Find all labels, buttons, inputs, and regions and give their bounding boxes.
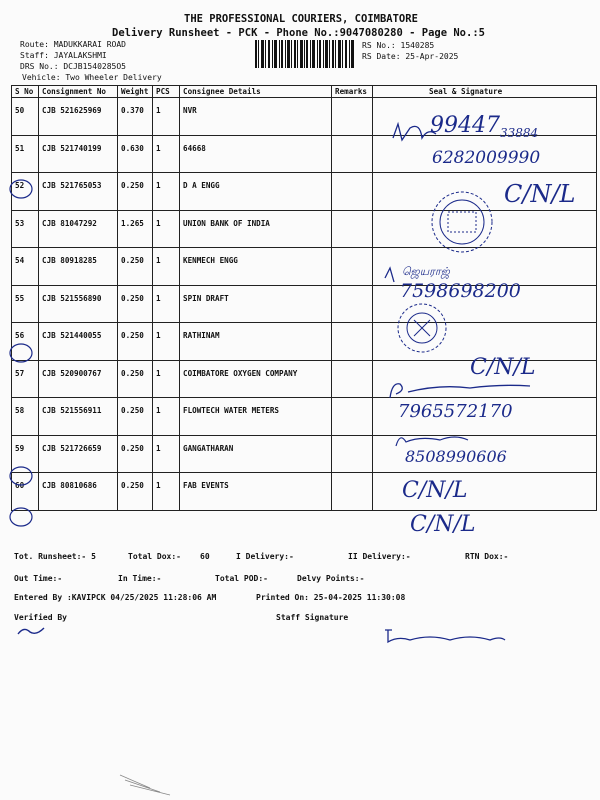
cell-consignment: CJB 81047292 (39, 210, 118, 248)
total-dox-label: Total Dox:- (128, 552, 181, 561)
cell-consignment: CJB 521440055 (39, 323, 118, 361)
scan-artifact (120, 775, 170, 795)
cell-consignee: KENMECH ENGG (180, 248, 332, 286)
cell-pcs: 1 (153, 323, 180, 361)
cell-weight: 0.250 (118, 173, 153, 211)
handwritten-phone-54: 7598698200 (400, 280, 521, 302)
cell-weight: 0.250 (118, 435, 153, 473)
signature-scribble-54 (385, 268, 394, 282)
handwritten-cnl-52: C/N/L (504, 180, 576, 208)
cell-sno: 53 (12, 210, 39, 248)
col-sno: S No (12, 86, 39, 98)
cell-pcs: 1 (153, 285, 180, 323)
handwritten-cnl-56: C/N/L (470, 355, 536, 380)
cell-consignment: CJB 80918285 (39, 248, 118, 286)
handwritten-cnl-59: C/N/L (402, 478, 468, 503)
verified-by-label: Verified By (14, 613, 67, 622)
cell-consignee: NVR (180, 98, 332, 136)
vehicle-label: Vehicle: Two Wheeler Delivery (22, 73, 162, 82)
col-weight: Weight (118, 86, 153, 98)
cell-sno: 57 (12, 360, 39, 398)
handwritten-cnl-60: C/N/L (410, 512, 476, 537)
handwritten-name-54: ஜெயராஜ் (402, 265, 450, 278)
cell-consignee: GANGATHARAN (180, 435, 332, 473)
i-delivery-label: I Delivery:- (236, 552, 294, 561)
cell-sno: 50 (12, 98, 39, 136)
cell-consignee: UNION BANK OF INDIA (180, 210, 332, 248)
staff-signature-label: Staff Signature (276, 613, 349, 622)
cell-consignment: CJB 521740199 (39, 135, 118, 173)
rs-number: RS No.: 1540285 (362, 41, 435, 50)
tot-runsheet: Tot. Runsheet:- 5 (14, 552, 96, 561)
signature-scribble-58 (396, 437, 468, 446)
cell-consignment: CJB 80810686 (39, 473, 118, 511)
cell-consignment: CJB 521625969 (39, 98, 118, 136)
signature-scribble-57 (390, 384, 530, 398)
rs-date: RS Date: 25-Apr-2025 (362, 52, 459, 61)
cell-pcs: 1 (153, 210, 180, 248)
cell-pcs: 1 (153, 135, 180, 173)
route-label: Route: MADUKKARAI ROAD (20, 40, 126, 49)
cell-pcs: 1 (153, 98, 180, 136)
handwritten-tail-50: 33884 (500, 126, 539, 140)
cell-pcs: 1 (153, 398, 180, 436)
cell-consignee: FAB EVENTS (180, 473, 332, 511)
verified-by-scribble (18, 628, 44, 634)
handwritten-phone-51: 6282009990 (432, 148, 541, 168)
cell-sno: 51 (12, 135, 39, 173)
cell-weight: 0.250 (118, 285, 153, 323)
col-pcs: PCS (153, 86, 180, 98)
cell-weight: 0.250 (118, 473, 153, 511)
entered-by: Entered By :KAVIPCK 04/25/2025 11:28:06 AM (14, 593, 217, 602)
cell-consignee: COIMBATORE OXYGEN COMPANY (180, 360, 332, 398)
cell-consignment: CJB 520900767 (39, 360, 118, 398)
cell-consignee: FLOWTECH WATER METERS (180, 398, 332, 436)
cell-sno: 55 (12, 285, 39, 323)
cell-sno: 54 (12, 248, 39, 286)
cell-weight: 0.370 (118, 98, 153, 136)
drs-number: DRS No.: DCJB1540285O5 (20, 62, 126, 71)
ii-delivery-label: II Delivery:- (348, 552, 411, 561)
cell-sno: 58 (12, 398, 39, 436)
cell-consignment: CJB 521765053 (39, 173, 118, 211)
cell-consignee: RATHINAM (180, 323, 332, 361)
cell-consignee: SPIN DRAFT (180, 285, 332, 323)
handwritten-phone-57: 7965572170 (398, 401, 513, 422)
cell-pcs: 1 (153, 173, 180, 211)
runsheet-subtitle: Delivery Runsheet - PCK - Phone No.:9047080280 - Page No.:5 (112, 27, 485, 39)
rtn-dox-label: RTN Dox:- (465, 552, 509, 561)
total-pod-label: Total POD:- (215, 574, 268, 583)
cell-sno: 56 (12, 323, 39, 361)
cell-pcs: 1 (153, 360, 180, 398)
handwritten-phone-58: 8508990606 (405, 447, 507, 466)
cell-weight: 1.265 (118, 210, 153, 248)
cell-consignment: CJB 521556911 (39, 398, 118, 436)
col-consignment: Consignment No (39, 86, 118, 98)
delvy-points-label: Delvy Points:- (297, 574, 365, 583)
cell-sno: 59 (12, 435, 39, 473)
col-remarks: Remarks (332, 86, 373, 98)
pen-circle-56 (10, 344, 32, 362)
cell-sno: 60 (12, 473, 39, 511)
staff-signature-scribble (385, 630, 505, 642)
staff-label: Staff: JAYALAKSHMI (20, 51, 107, 60)
cell-weight: 0.250 (118, 323, 153, 361)
pen-circle-60 (10, 508, 32, 526)
cell-consignee: D A ENGG (180, 173, 332, 211)
cell-sno: 52 (12, 173, 39, 211)
in-time-label: In Time:- (118, 574, 162, 583)
cell-consignment: CJB 521726659 (39, 435, 118, 473)
cell-weight: 0.250 (118, 360, 153, 398)
handwritten-phone-50: 99447 (430, 113, 500, 138)
cell-consignee: 64668 (180, 135, 332, 173)
total-dox-value: 60 (200, 552, 210, 561)
company-name: THE PROFESSIONAL COURIERS, COIMBATORE (184, 13, 418, 25)
pen-circle-59 (10, 467, 32, 485)
cell-pcs: 1 (153, 473, 180, 511)
cell-weight: 0.630 (118, 135, 153, 173)
cell-pcs: 1 (153, 435, 180, 473)
company-stamp-53 (432, 192, 492, 252)
out-time-label: Out Time:- (14, 574, 63, 583)
cell-weight: 0.250 (118, 398, 153, 436)
col-consignee: Consignee Details (180, 86, 332, 98)
company-stamp-55 (398, 304, 446, 352)
cell-consignment: CJB 521556890 (39, 285, 118, 323)
pen-circle-52 (10, 180, 32, 198)
cell-weight: 0.250 (118, 248, 153, 286)
cell-pcs: 1 (153, 248, 180, 286)
col-seal-signature: Seal & Signature (373, 86, 597, 98)
printed-on: Printed On: 25-04-2025 11:30:08 (256, 593, 406, 602)
